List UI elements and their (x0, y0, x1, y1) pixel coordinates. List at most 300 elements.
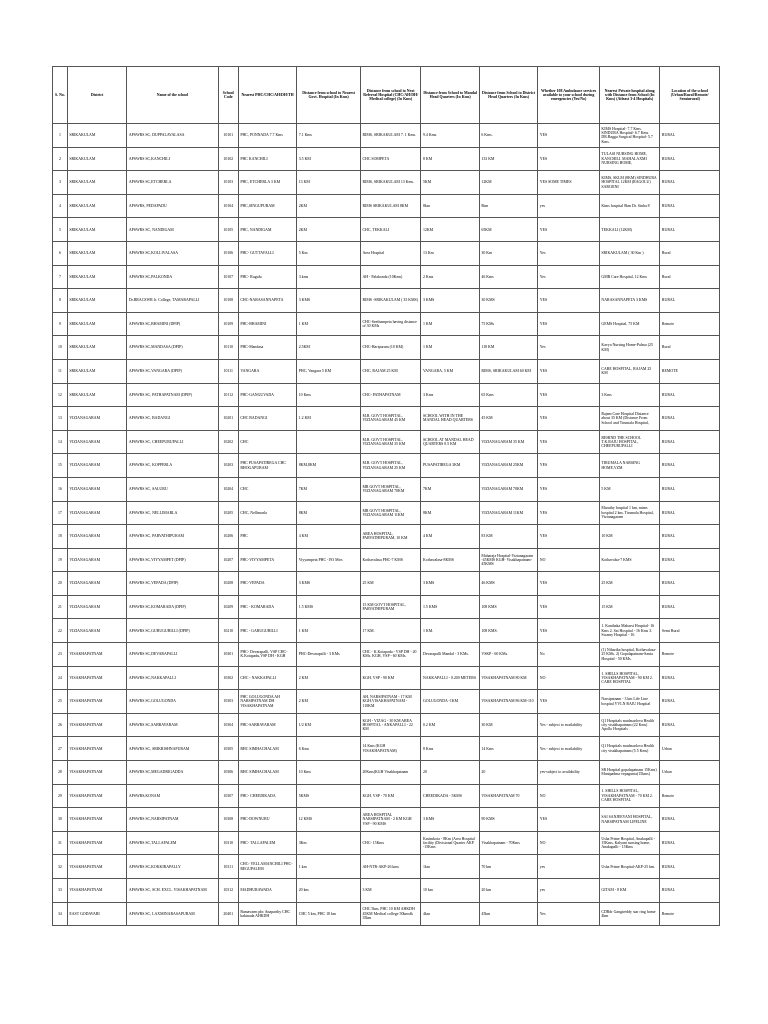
cell-private-hospitals: Usha Prime Hospital-AKP-25 km. (599, 855, 660, 879)
cell-school-name: APSWRS SC, PATHAPATNAM (DPIP) (127, 383, 218, 407)
cell-mandal-hq-distance: Kothavalasa-8KMS (421, 548, 479, 572)
cell-referral-hospital-distance: 15 KM GOVT HOSPITAL, PARVATHIPURAM (360, 595, 421, 619)
cell-school-name: APSWRS SC,NARSIPATNAM (127, 808, 218, 832)
cell-district-hq-distance: VSKP - 60 KMs. (479, 643, 537, 667)
cell-sno: 17 (53, 501, 68, 525)
cell-sno: 27 (53, 737, 68, 761)
cell-govt-hospital-distance: 1.2 KM (297, 407, 361, 431)
cell-school-name: APSWRS SC, LAXMINARASAPURAM (127, 902, 218, 926)
cell-referral-hospital-distance: CHC- 15Kms (360, 831, 421, 855)
cell-ambulance-availability: YES (538, 383, 600, 407)
cell-referral-hospital-distance: CHC SOMPETA (360, 147, 421, 171)
cell-mandal-hq-distance: SCHOOL WITH IN THE MANDAL HEAD QUARTERS (421, 407, 479, 431)
cell-school-code: 10105 (218, 218, 238, 242)
cell-nearest-health-centre: CHC- YELLAMANCHILI PHC-REGUPALEM (238, 855, 296, 879)
cell-private-hospitals: SAI SANJEEVANI HOSPITAL, NARSIPATNAM LIFELINE (599, 808, 660, 832)
cell-district: VISAKHAPATNAM (67, 690, 126, 714)
cell-district-hq-distance: 14 Kms (479, 737, 537, 761)
cell-ambulance-availability: yes (538, 855, 600, 879)
cell-referral-hospital-distance: MR GOVT HOSPITAL, VIZIANAGARAM 11KM (360, 501, 421, 525)
cell-school-name: APSWRS SC,BHAMINI (DPIP) (127, 312, 218, 336)
table-row (53, 713, 720, 737)
cell-nearest-health-centre: PHC-GANGUVADA (238, 383, 296, 407)
cell-school-name: APSWRS SC, NANDIGAM (127, 218, 218, 242)
cell-district-hq-distance: VISAKHAPATNAM 70 (479, 784, 537, 808)
cell-school-code: 10210 (218, 619, 238, 643)
cell-sno: 9 (53, 312, 68, 336)
cell-sno: 7 (53, 265, 68, 289)
cell-govt-hospital-distance: 12 KMS (297, 808, 361, 832)
cell-referral-hospital-distance: CHC-Haripuram (10 KM) (360, 336, 421, 360)
cell-govt-hospital-distance: PHC-Devarapalli - 3 KMs (297, 643, 361, 667)
table-row (53, 761, 720, 785)
cell-school-location: RURAL (660, 831, 720, 855)
cell-district-hq-distance: 30 Km (479, 241, 537, 265)
cell-district: SRIKAKULAM (67, 359, 126, 383)
cell-school-name: APSWRS SC,KOKKIRAPALLY (127, 855, 218, 879)
cell-mandal-hq-distance: 2 Kms (421, 265, 479, 289)
cell-school-code: 10302 (218, 666, 238, 690)
table-row (53, 784, 720, 808)
cell-school-name: APSWRS SC, SCH. EXCL. VISAKHAPATNAM (127, 879, 218, 903)
cell-school-code: 10104 (218, 194, 238, 218)
header-sno: S. No. (53, 67, 68, 124)
cell-private-hospitals: 25 KM (599, 572, 660, 596)
cell-ambulance-availability: YES SOME TIMES (538, 171, 600, 195)
cell-school-code: 10301 (218, 643, 238, 667)
cell-school-code: 10108 (218, 289, 238, 313)
cell-ambulance-availability: Yes (538, 902, 600, 926)
cell-mandal-hq-distance: 8km (421, 194, 479, 218)
cell-referral-hospital-distance: MR GOVT HOSPITAL, VIZIANAGARAM 70KM (360, 477, 421, 501)
cell-ambulance-availability: YES (538, 312, 600, 336)
cell-school-code: 10204 (218, 477, 238, 501)
cell-district-hq-distance: 46 Kms (479, 265, 537, 289)
cell-ambulance-availability: No (538, 643, 600, 667)
table-row (53, 430, 720, 454)
cell-ambulance-availability: YES (538, 572, 600, 596)
cell-district: VIZIANAGARAM (67, 477, 126, 501)
cell-private-hospitals: SR Hospital gopalapatnam 15Kms) Manipadma vepagunta(15kms) (599, 761, 660, 785)
cell-school-location: RURAL (660, 171, 720, 195)
cell-school-name: APSWRS SC, SRIKRISHNAPURAM (127, 737, 218, 761)
cell-sno: 2 (53, 147, 68, 171)
cell-district: SRIKAKULAM (67, 289, 126, 313)
cell-school-location: RURAL (660, 808, 720, 832)
cell-ambulance-availability: YES (538, 808, 600, 832)
cell-referral-hospital-distance: KGH, VSP - 70 KM (360, 784, 421, 808)
cell-school-location: RURAL (660, 194, 720, 218)
table-row (53, 879, 720, 903)
cell-referral-hospital-distance: CHC- PATHAPATNAM (360, 383, 421, 407)
cell-govt-hospital-distance: 7.1 Kms (297, 124, 361, 148)
cell-school-code: 10109 (218, 312, 238, 336)
cell-ambulance-availability: Yes (538, 336, 600, 360)
cell-school-name: APSWRS SC,GURUGUBILLI (DPIP) (127, 619, 218, 643)
cell-referral-hospital-distance: Area Hospital (360, 241, 421, 265)
cell-school-name: APSWRS SC,VIYYAMPET (DPIP) (127, 548, 218, 572)
cell-sno: 8 (53, 289, 68, 313)
table-row (53, 831, 720, 855)
cell-private-hospitals: 1. SHILLS HOSPITAL, VISAKHAPATNAM - 90 KM 2. CARE HOSPITAL (599, 666, 660, 690)
cell-school-code: 10103 (218, 171, 238, 195)
cell-govt-hospital-distance: 3.5 KM (297, 147, 361, 171)
cell-nearest-health-centre: CHC (238, 430, 296, 454)
cell-district: VIZIANAGARAM (67, 430, 126, 454)
cell-school-location: RURAL (660, 548, 720, 572)
cell-govt-hospital-distance: 1 km (297, 855, 361, 879)
cell-school-location: Urban (660, 761, 720, 785)
cell-ambulance-availability: YES (538, 430, 600, 454)
cell-mandal-hq-distance: NAKKAPALLI - 0.200 METERS (421, 666, 479, 690)
cell-school-name: APSWRS SC, BADANGI (127, 407, 218, 431)
cell-private-hospitals: 3 Kms (599, 383, 660, 407)
cell-school-code: 10112 (218, 383, 238, 407)
cell-private-hospitals: 1. SHILLS HOSPITAL, VISAKHAPATNAM - 70 KM 2. CARE HOSPITAL (599, 784, 660, 808)
cell-school-code: 10205 (218, 501, 238, 525)
cell-district: SRIKAKULAM (67, 218, 126, 242)
cell-govt-hospital-distance: 3 kms (297, 265, 361, 289)
cell-referral-hospital-distance: CHC 5km, PHC 10 KM AHKDH 45KM Medical college 50kms& 35km (360, 902, 421, 926)
cell-referral-hospital-distance: Kothavalasa PHC-7 KMS (360, 548, 421, 572)
cell-school-code: 10203 (218, 454, 238, 478)
cell-mandal-hq-distance: 1 KM (421, 336, 479, 360)
cell-school-name: APSWRS SC,MANDASA (DPIP) (127, 336, 218, 360)
cell-school-code: 10307 (218, 784, 238, 808)
cell-district-hq-distance: 108 KMS. (479, 619, 537, 643)
cell-ambulance-availability: NO (538, 784, 600, 808)
cell-district: VISAKHAPATNAM (67, 855, 126, 879)
cell-govt-hospital-distance: PHC, Vangara 5 KM (297, 359, 361, 383)
cell-school-location: RURAL (660, 690, 720, 714)
cell-govt-hospital-distance: 1.5 KMS (297, 595, 361, 619)
cell-nearest-health-centre: RHC SIMHACHALAM (238, 761, 296, 785)
cell-school-code: 10303 (218, 690, 238, 714)
cell-school-name: APSWRS SC,VANGARA (DPIP) (127, 359, 218, 383)
cell-nearest-health-centre: PHC- GUTTAVALLI (238, 241, 296, 265)
table-row (53, 454, 720, 478)
cell-sno: 25 (53, 690, 68, 714)
cell-district-hq-distance: Visakhapatnam - 70Kms (479, 831, 537, 855)
cell-district: SRIKAKULAM (67, 383, 126, 407)
table-row (53, 477, 720, 501)
cell-ambulance-availability: NO (538, 831, 600, 855)
cell-school-name: APSWRS SC,PALKONDA (127, 265, 218, 289)
cell-mandal-hq-distance: 3 KMS (421, 808, 479, 832)
cell-district: VISAKHAPATNAM (67, 761, 126, 785)
cell-govt-hospital-distance: 2 KM (297, 666, 361, 690)
cell-private-hospitals: Kavya Nursing Home-Palasa (25 KM) (599, 336, 660, 360)
cell-school-location: RURAL (660, 454, 720, 478)
cell-school-name: APSWRS SC,VEPADA (DPIP) (127, 572, 218, 596)
cell-sno: 19 (53, 548, 68, 572)
cell-district-hq-distance: 118 KM (479, 336, 537, 360)
cell-school-code: 10306 (218, 761, 238, 785)
table-row (53, 383, 720, 407)
cell-nearest-health-centre: VANGARA (238, 359, 296, 383)
cell-referral-hospital-distance: AREA HOSPITAL, PARVATHIPURAM, 10 KM (360, 525, 421, 549)
cell-district-hq-distance: 65KM (479, 218, 537, 242)
table-row (53, 902, 720, 926)
cell-mandal-hq-distance: 3 Kms (421, 383, 479, 407)
cell-district: VIZIANAGARAM (67, 619, 126, 643)
cell-school-location: RURAL (660, 501, 720, 525)
table-row (53, 595, 720, 619)
cell-private-hospitals: NARASANNAPETA 3 KMS (599, 289, 660, 313)
cell-mandal-hq-distance: 8KM (421, 501, 479, 525)
table-row (53, 147, 720, 171)
cell-referral-hospital-distance: M.R. GOVT HOSPITAL, VIZIANAGARAM 35 KM (360, 430, 421, 454)
cell-mandal-hq-distance: PUSAPATIREGA 3KM (421, 454, 479, 478)
cell-govt-hospital-distance: 3 KMS (297, 572, 361, 596)
cell-school-name: Dr.BRACSWR Jr. College, TAMARAPALLI (127, 289, 218, 313)
cell-school-code: 10110 (218, 336, 238, 360)
cell-sno: 34 (53, 902, 68, 926)
cell-mandal-hq-distance: 12KM (421, 218, 479, 242)
cell-sno: 23 (53, 643, 68, 667)
cell-school-name: APSWRS SC, NELLIMARLA (127, 501, 218, 525)
cell-private-hospitals: Maruthy hospital 1 km, mims hospital 2 km, Tirumala Hospital, Vizianagaram (599, 501, 660, 525)
header-mandal-hq-distance: Distance from School to Mandal Head Quarters (In Kms) (421, 67, 479, 124)
cell-sno: 5 (53, 218, 68, 242)
cell-referral-hospital-distance: 20Kms(KGH Visakhapatnam (360, 761, 421, 785)
cell-govt-hospital-distance: 6 Kms (297, 737, 361, 761)
cell-district-hq-distance: 83 KM (479, 525, 537, 549)
cell-mandal-hq-distance: 10 km (421, 879, 479, 903)
cell-school-code: 10202 (218, 430, 238, 454)
cell-district-hq-distance: VIZIANAGARAM 35 KM (479, 430, 537, 454)
cell-school-location: RURAL (660, 666, 720, 690)
cell-school-code: 10102 (218, 147, 238, 171)
cell-private-hospitals: (1) Niharika hospital, Kothavalasa- 25 KMs. 2) Gopalapatnam-Santa Hospital - 50 KMs. (599, 643, 660, 667)
cell-private-hospitals: Kims hospital 8km Dr. Sinha 8 (599, 194, 660, 218)
table-row (53, 548, 720, 572)
cell-mandal-hq-distance: 1 KM. (421, 619, 479, 643)
cell-school-code: 10208 (218, 572, 238, 596)
cell-district: VIZIANAGARAM (67, 501, 126, 525)
cell-district: VIZIANAGARAM (67, 595, 126, 619)
cell-govt-hospital-distance: 20 km (297, 879, 361, 903)
table-row (53, 218, 720, 242)
cell-school-name: APSWRS SC, PARVATHIPURAM (127, 525, 218, 549)
cell-school-code: 10201 (218, 407, 238, 431)
cell-nearest-health-centre: MADHURAWADA (238, 879, 296, 903)
cell-private-hospitals: KIMS, SKLM (8KM) SINDHURA HOSPITAL 12KM (RAGOLU) SAROJINI (599, 171, 660, 195)
cell-govt-hospital-distance: 1 KM (297, 312, 361, 336)
cell-ambulance-availability: YES (538, 595, 600, 619)
cell-nearest-health-centre: PHC-SABBAVARAM (238, 713, 296, 737)
cell-ambulance-availability: YES (538, 218, 600, 242)
cell-govt-hospital-distance (297, 430, 361, 454)
cell-govt-hospital-distance: CHC 5 km, PHC 18 km (297, 902, 361, 926)
cell-referral-hospital-distance: AH-NTR-AKP-26 kms (360, 855, 421, 879)
cell-referral-hospital-distance: CHC, RAJAM 25 KM (360, 359, 421, 383)
cell-district: SRIKAKULAM (67, 124, 126, 148)
cell-sno: 13 (53, 407, 68, 431)
cell-referral-hospital-distance: RIMS -SRIKAKULAM ( 35 KMS) (360, 289, 421, 313)
cell-nearest-health-centre: CHC BADANGI (238, 407, 296, 431)
header-district-hq-distance: Distance from School to District Head Quarters (In Kms) (479, 67, 537, 124)
table-row (53, 525, 720, 549)
cell-nearest-health-centre: PHC-Mandasa (238, 336, 296, 360)
cell-mandal-hq-distance: 1.5 KMS (421, 595, 479, 619)
cell-district-hq-distance: 133 KM (479, 147, 537, 171)
cell-referral-hospital-distance: RIMS, SRIKAKULAM 13 Kms. (360, 171, 421, 195)
cell-referral-hospital-distance: AH - Palakonda (10Kms) (360, 265, 421, 289)
cell-govt-hospital-distance: 10 Kms (297, 761, 361, 785)
cell-nearest-health-centre: PHC PUSAPATIREGA CHC BHOGAPURAM (238, 454, 296, 478)
cell-district-hq-distance: VIZIANAGARAM 25KM (479, 454, 537, 478)
cell-mandal-hq-distance: 8 KM (421, 147, 479, 171)
cell-school-location: REMOTE (660, 359, 720, 383)
cell-district: VIZIANAGARAM (67, 454, 126, 478)
cell-sno: 3 (53, 171, 68, 195)
cell-nearest-health-centre: CHC, Nellimarla (238, 501, 296, 525)
cell-nearest-health-centre: PHC-VIYYAMPETA (238, 548, 296, 572)
cell-district-hq-distance: 20 km (479, 879, 537, 903)
cell-nearest-health-centre: PHC, NANDIGAM (238, 218, 296, 242)
cell-district-hq-distance: 108 KMS (479, 595, 537, 619)
cell-district: VISAKHAPATNAM (67, 737, 126, 761)
cell-mandal-hq-distance: 4km (421, 902, 479, 926)
cell-district-hq-distance: 6 Kms. (479, 124, 537, 148)
cell-ambulance-availability: Yes - subject to availability (538, 713, 600, 737)
cell-school-location: Remote (660, 643, 720, 667)
header-school-code: School Code (218, 67, 238, 124)
cell-mandal-hq-distance: 7KM (421, 477, 479, 501)
table-row (53, 407, 720, 431)
cell-school-name: APSWRS SC,KANCHILI (127, 147, 218, 171)
cell-govt-hospital-distance: 5 Km (297, 241, 361, 265)
cell-sno: 18 (53, 525, 68, 549)
cell-govt-hospital-distance: 8KM,8KM (297, 454, 361, 478)
cell-school-location: Remote (660, 902, 720, 926)
cell-govt-hospital-distance: 1 KM (297, 619, 361, 643)
cell-school-code: 10206 (218, 525, 238, 549)
cell-referral-hospital-distance: CHC - K.Kotapadu - VSP DH - 20 KMs. KGH, VSP - 60 KMs. (360, 643, 421, 667)
cell-school-location: RURAL (660, 218, 720, 242)
cell-govt-hospital-distance: 3 KMS (297, 289, 361, 313)
cell-district-hq-distance: 46 KMS (479, 572, 537, 596)
header-school-name: Name of the school (127, 67, 218, 124)
cell-private-hospitals: Narsipatnam - 3 km Life Line hospital VVLN RAJU Hospital (599, 690, 660, 714)
cell-district: SRIKAKULAM (67, 265, 126, 289)
cell-private-hospitals: SRIKAKULAM ( 30 Km ) (599, 241, 660, 265)
cell-district: VIZIANAGARAM (67, 548, 126, 572)
cell-mandal-hq-distance: 13 Km (421, 241, 479, 265)
cell-sno: 30 (53, 808, 68, 832)
cell-mandal-hq-distance: 9.4 Kms. (421, 124, 479, 148)
cell-district: VISAKHAPATNAM (67, 784, 126, 808)
cell-school-code: 10311 (218, 855, 238, 879)
cell-district-hq-distance: 30 KMS (479, 289, 537, 313)
header-private-hospitals: Nearest Private hospital along with Distance from School (In Kms) (Atleast 3-4 Hospitals) (599, 67, 660, 124)
cell-mandal-hq-distance: Kasimkota - 8Km (Area Hospital facility (Divisional Quarter AKP -15Kms (421, 831, 479, 855)
cell-private-hospitals: 10 KM (599, 525, 660, 549)
table-row (53, 643, 720, 667)
table-row (53, 359, 720, 383)
cell-ambulance-availability: yes (538, 194, 600, 218)
cell-district: SRIKAKULAM (67, 312, 126, 336)
cell-school-location: Rural (660, 241, 720, 265)
cell-district-hq-distance: 45km (479, 902, 537, 926)
cell-private-hospitals: CDRdr Gangireddy star ring home 4km (599, 902, 660, 926)
cell-ambulance-availability: YES (538, 525, 600, 549)
cell-school-code: 10304 (218, 713, 238, 737)
cell-private-hospitals: TIRUMALA NARSING HOME,VZM (599, 454, 660, 478)
table-row (53, 690, 720, 714)
cell-private-hospitals: GITAM - 8 KM (599, 879, 660, 903)
cell-district-hq-distance: 65 Kms (479, 383, 537, 407)
cell-school-code: 10207 (218, 548, 238, 572)
cell-ambulance-availability: YES (538, 407, 600, 431)
cell-district-hq-distance: 20 (479, 761, 537, 785)
cell-sno: 31 (53, 831, 68, 855)
cell-school-name: APSWRS SC,MEGADRIGADDA (127, 761, 218, 785)
cell-referral-hospital-distance: 14 Kms (KGH VISAKHAPATNAM) (360, 737, 421, 761)
cell-district-hq-distance: 70 km (479, 855, 537, 879)
cell-private-hospitals: 5 KM (599, 477, 660, 501)
cell-school-code: 20401 (218, 902, 238, 926)
cell-mandal-hq-distance: 20 (421, 761, 479, 785)
table-row (53, 619, 720, 643)
table-row (53, 312, 720, 336)
cell-private-hospitals: CARE HOSPITAL, RAJAM 25 KM (599, 359, 660, 383)
cell-school-name: APSWRS SC,NAKKAPALLI (127, 666, 218, 690)
header-govt-hospital-distance: Distance from school to Nearest Govt. Hospital (In Kms) (297, 67, 361, 124)
cell-nearest-health-centre: PHC- CHEEDIKADA (238, 784, 296, 808)
cell-private-hospitals: TEKKALI (12KM) (599, 218, 660, 242)
cell-district-hq-distance: VISAKHAPATNAM 86 KM-110 (479, 690, 537, 714)
cell-ambulance-availability: YES (538, 124, 600, 148)
cell-ambulance-availability: YES (538, 454, 600, 478)
cell-govt-hospital-distance: Viyyampeta PHC -193 Mtrs (297, 548, 361, 572)
cell-govt-hospital-distance: 1/2 KM (297, 713, 361, 737)
cell-private-hospitals: Rajam Care Hospital Distance about 35 KM (Distance From School and Tirumala Hospital, (599, 407, 660, 431)
cell-district: VIZIANAGARAM (67, 525, 126, 549)
cell-school-location: RURAL (660, 572, 720, 596)
cell-sno: 28 (53, 761, 68, 785)
cell-referral-hospital-distance: 25 KM (360, 572, 421, 596)
cell-referral-hospital-distance: RIMS, SRIKAKULAM 7. 1 Kms. (360, 124, 421, 148)
cell-ambulance-availability: yes (538, 879, 600, 903)
cell-private-hospitals: GMR Care Hospital, 12 Kms (599, 265, 660, 289)
cell-ambulance-availability: YES (538, 359, 600, 383)
cell-govt-hospital-distance: 2 KM (297, 690, 361, 714)
cell-school-location: RURAL (660, 407, 720, 431)
cell-govt-hospital-distance: 8KM (297, 501, 361, 525)
cell-district: EAST GODAVARI (67, 902, 126, 926)
school-hospital-distance-sheet (52, 66, 720, 926)
cell-nearest-health-centre: PHC,SINGUPURAM (238, 194, 296, 218)
table-row (53, 666, 720, 690)
cell-private-hospitals: TULASI NURSING HOME, KANCHILI. MAHALAXMI NURSING HOME, (599, 147, 660, 171)
cell-govt-hospital-distance: 10 Kms (297, 383, 361, 407)
cell-district-hq-distance: RIMS, SRIKAKULAM 60 KM (479, 359, 537, 383)
table-row (53, 194, 720, 218)
cell-school-location: RURAL (660, 879, 720, 903)
cell-district-hq-distance: VIZIANAGARAM 70KM (479, 477, 537, 501)
cell-ambulance-availability: YES (538, 477, 600, 501)
cell-private-hospitals: 15 KM (599, 595, 660, 619)
cell-district: VISAKHAPATNAM (67, 831, 126, 855)
cell-nearest-health-centre: CHC-NARASANNAPETA (238, 289, 296, 313)
header-district: District (67, 67, 126, 124)
cell-school-location: RURAL (660, 595, 720, 619)
cell-district-hq-distance: VIZIANAGARAM 11KM (479, 501, 537, 525)
header-school-location: Location of the school (Urban/Rural/Remote/ Semiurural) (660, 67, 720, 124)
cell-school-code: 10107 (218, 265, 238, 289)
